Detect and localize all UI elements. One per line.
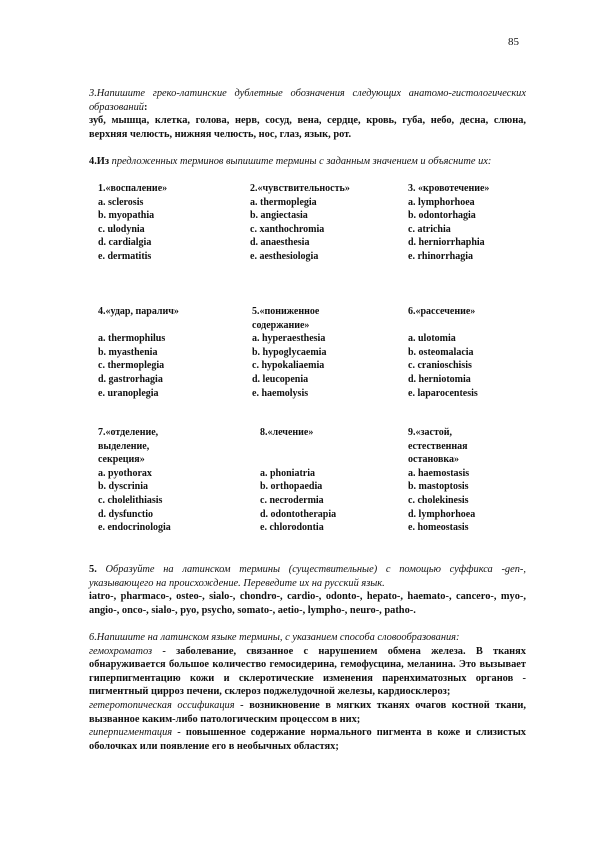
term-option: d. leucopenia — [252, 373, 309, 385]
task3-colon: : — [143, 101, 148, 113]
task3-body: зуб, мышца, клетка, голова, нерв, сосуд, вена, сердце, кровь, губа, небо, десна, слюна, верхняя челюсть, нижняя челюсть, нос, глаз, язык, рот. — [89, 115, 526, 140]
task6-term: гемохроматоз — [89, 645, 153, 657]
term-option: e. chlorodontia — [260, 522, 324, 534]
term-option: b. dyscrinia — [98, 481, 149, 493]
term-option: b. mastoptosis — [408, 481, 469, 493]
term-option: c. atrichia — [408, 223, 451, 235]
task6-entry — [89, 699, 526, 726]
term-group-title: 1.«воспаление» — [98, 183, 168, 194]
term-option: b. myasthenia — [98, 346, 158, 358]
term-option: d. dysfunctio — [98, 508, 154, 520]
term-option: e. haemolysis — [252, 387, 309, 399]
term-option: e. laparocentesis — [408, 387, 478, 399]
term-option: c. thermoplegia — [98, 360, 165, 372]
term-group-title: 4.«удар, паралич» — [98, 306, 179, 317]
term-option: d. anaesthesia — [250, 237, 310, 249]
term-option: e. homeostasis — [408, 522, 469, 534]
term-group-title: секреция» — [98, 454, 145, 466]
task6-definition: - повышенное содержание нормального пигмента в коже и слизистых оболочках или появление его в необычных областях; — [89, 727, 526, 752]
term-group-title: содержание» — [252, 319, 310, 331]
term-option: b. orthopaedia — [260, 481, 323, 493]
page-number: 85 — [508, 36, 519, 48]
term-option: a. pyothorax — [98, 467, 152, 479]
term-group-title: 8.«лечение» — [260, 427, 314, 438]
term-option: d. gastrorhagia — [98, 373, 163, 385]
term-option: b. odontorhagia — [408, 210, 476, 222]
task6-entry — [89, 645, 526, 699]
task6-term: гиперпигментация — [89, 727, 173, 739]
task4-heading: предложенных терминов выпишите термины с заданным значением и объясните их: — [109, 156, 492, 167]
term-group-title: естественная — [408, 440, 468, 452]
term-group-title: выделение, — [98, 440, 150, 452]
term-option: d. odontotherapia — [260, 508, 337, 520]
term-group-5 — [252, 305, 326, 400]
task5-block — [89, 563, 526, 617]
term-option: a. haemostasis — [408, 467, 470, 479]
task6-definition: - возникновение в мягких тканях очагов костной ткани, вызванное каким-либо патологическим процессом в них; — [89, 699, 526, 725]
task4-heading-block — [89, 155, 526, 169]
term-group-7 — [98, 426, 171, 535]
term-option: d. herniotomia — [408, 373, 471, 385]
term-group-title: 3. «кровотечение» — [408, 183, 490, 194]
term-option: d. herniorrhaphia — [408, 237, 485, 249]
task6-entry — [89, 726, 526, 753]
term-option: c. cranioschisis — [408, 360, 472, 372]
task4-lead: Из — [96, 156, 110, 167]
term-option: a. thermoplegia — [250, 196, 317, 208]
task6-block — [89, 631, 526, 753]
term-group-6 — [408, 305, 478, 400]
term-option: b. hypoglycaemia — [252, 346, 327, 358]
term-option: c. xanthochromia — [250, 223, 325, 235]
term-group-8 — [260, 426, 336, 535]
task6-definition: - заболевание, связанное с нарушением обмена железа. В тканях обнаруживается большое количество гемосидерина, гемофусцина, меланина. Это вызывает гиперпигментацию кожи и склеротические изменения паренхиматозных органов - пигментный цирроз печени, склероз поджелудочной железы, кардиосклероз; — [89, 645, 526, 698]
term-option: d. lymphorhoea — [408, 508, 476, 520]
term-option: b. angiectasia — [250, 210, 308, 222]
term-option: c. necrodermia — [260, 494, 324, 506]
task5-body: iatro-, pharmaco-, osteo-, sialo-, chondro-, cardio-, odonto-, hepato-, haemato-, cancero-, myo-, angio-, onco-, sialo-, pyo, psycho, somato-, aetio-, lympho-, neuro-, patho-. — [89, 591, 526, 616]
task6-term: гетеротопическая оссификация — [89, 699, 235, 711]
term-group-title: 2.«чувствительность» — [250, 183, 350, 194]
term-group-title: 7.«отделение, — [98, 427, 159, 438]
term-group-4 — [98, 305, 179, 400]
term-option: e. endocrinologia — [98, 522, 171, 534]
term-option: c. hypokaliaemia — [252, 360, 325, 372]
task3-heading: 3.Напишите греко-латинские дублетные обозначения следующих анатомо-гистологических образований — [89, 88, 526, 113]
term-option: a. sclerosis — [98, 196, 144, 208]
term-option: a. ulotomia — [408, 333, 456, 345]
term-option: c. cholekinesis — [408, 494, 469, 506]
term-group-3 — [408, 182, 489, 264]
term-option: e. rhinorrhagia — [408, 250, 473, 262]
term-option: a. hyperaesthesia — [252, 333, 326, 345]
term-option: c. ulodynia — [98, 223, 145, 235]
term-option: a. thermophilus — [98, 333, 166, 345]
term-option: b. osteomalacia — [408, 346, 474, 358]
task6-heading: 6.Напишите на латинском языке термины, с указанием способа словообразования: — [89, 632, 460, 643]
task3-block — [89, 87, 526, 141]
term-option: e. aesthesiologia — [250, 250, 319, 262]
term-option: b. myopathia — [98, 210, 155, 222]
task4-number: 4. — [89, 156, 97, 167]
term-group-title: остановка» — [408, 454, 459, 466]
term-option: a. phoniatria — [260, 467, 316, 479]
term-group-title: 6.«рассечение» — [408, 306, 476, 317]
task5-number: 5. — [89, 564, 97, 575]
term-option: e. uranoplegia — [98, 387, 159, 399]
term-option: c. cholelithiasis — [98, 494, 163, 506]
term-option: d. cardialgia — [98, 237, 152, 249]
term-option: e. dermatitis — [98, 250, 152, 262]
term-group-title: 5.«пониженное — [252, 306, 320, 317]
term-group-2 — [250, 182, 350, 264]
term-option: a. lymphorhoea — [408, 196, 475, 208]
task5-heading: Образуйте на латинском термины (существительные) с помощью суффикса -gen-, указывающего на происхождение. Переведите их на русский язык. — [89, 564, 526, 589]
term-group-1 — [98, 182, 167, 264]
term-group-title: 9.«застой, — [408, 427, 452, 438]
term-group-9 — [408, 426, 475, 535]
